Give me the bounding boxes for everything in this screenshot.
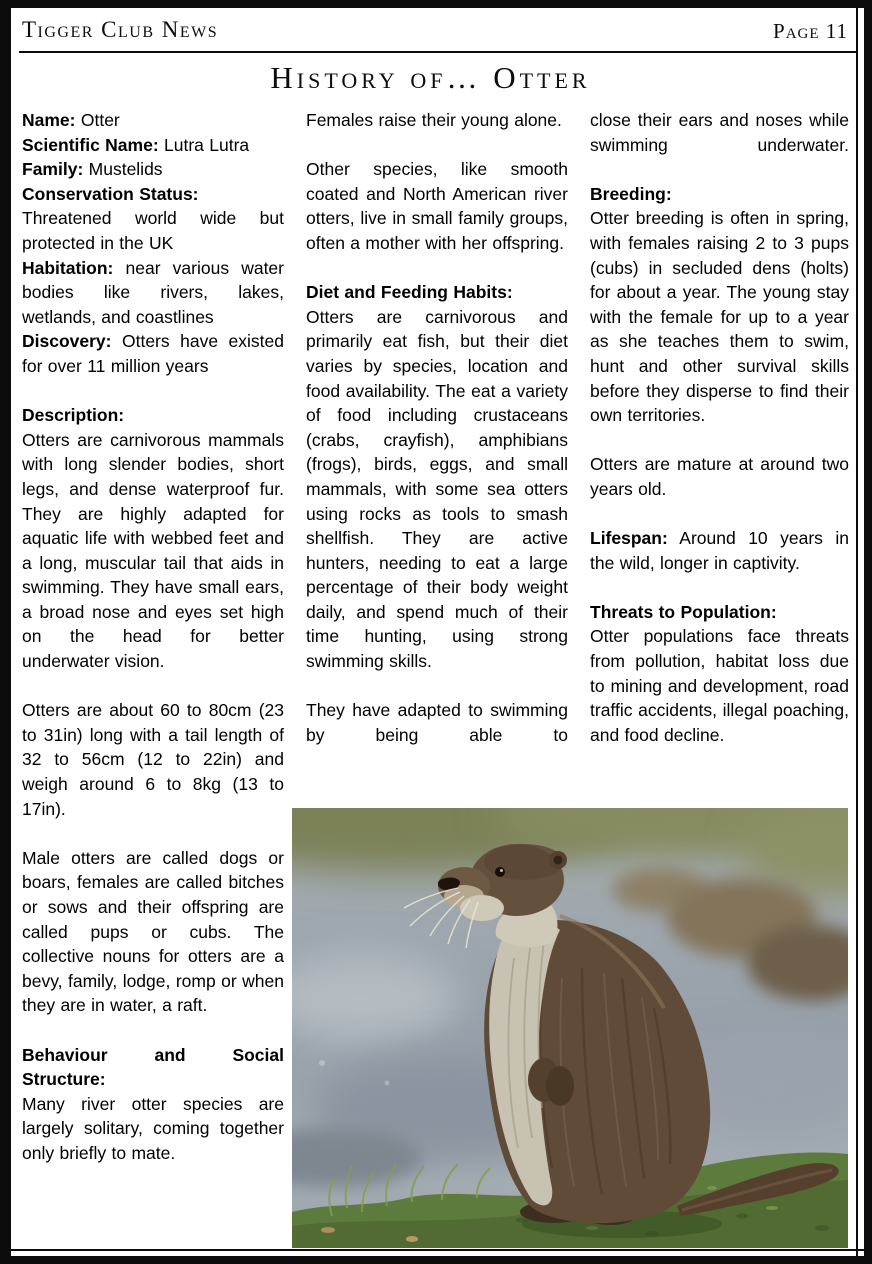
- section-heading: Breeding:: [590, 183, 672, 204]
- paragraph: Otters are carnivorous mammals with long slender bodies, short legs, and dense waterproof fur. They are highly adapted for aquatic life with webbed feet and a long, muscular tail that aids in swimming. They have small ears, a broad nose and eyes set high on the head for better underwater vision.: [22, 429, 284, 672]
- masthead-rule: [19, 51, 856, 53]
- section-heading: Diet and Feeding Habits:: [306, 282, 513, 303]
- paragraph: Threatened world wide but protected in the UK: [22, 208, 284, 253]
- paragraph: Otters are carnivorous and primarily eat fish, but their diet varies by species, location and food availability. The eat a variety of food including crustaceans (crabs, crayfish), amphibians (frogs), birds, eggs, and small mammals, with some sea otters using rocks as tools to smash shellfish. They are active hunters, needing to eat a large percentage of their body weight daily, and spend much of their time hunting, using strong swimming skills.: [306, 306, 568, 672]
- otter-photo-illustration: [292, 808, 848, 1248]
- otter-eye: [495, 867, 505, 877]
- paragraph: Other species, like smooth coated and North American river otters, live in small family groups, often a mother with her offspring.: [306, 159, 568, 253]
- paragraph: Otter populations face threats from pollution, habitat loss due to mining and development, road traffic accidents, illegal poaching, and food decline.: [590, 626, 849, 745]
- paragraph: Discovery: Otters have existed for over 11 million years: [22, 331, 284, 376]
- section-heading: Conservation Status:: [22, 183, 199, 204]
- paragraph: Many river otter species are largely solitary, coming together only briefly to mate.: [22, 1093, 284, 1163]
- article-title: History of… Otter: [270, 60, 591, 95]
- section-heading: Description:: [22, 405, 125, 426]
- paragraph: They have adapted to swimming by being able to: [306, 700, 568, 745]
- paragraph: Habitation: near various water bodies like rivers, lakes, wetlands, and coastlines: [22, 257, 284, 327]
- newsletter-title: Tigger Club News: [22, 17, 219, 42]
- section-heading: Behaviour and Social Structure:: [22, 1044, 284, 1090]
- paragraph: Lifespan: Around 10 years in the wild, longer in captivity.: [590, 528, 849, 573]
- inner-border-bottom: [11, 1249, 864, 1251]
- paragraph: close their ears and noses while swimming underwater.: [590, 110, 849, 155]
- paragraph: Scientific Name: Lutra Lutra: [22, 134, 250, 155]
- section-heading: Threats to Population:: [590, 601, 777, 622]
- text-column-2: [306, 108, 568, 806]
- paragraph: Male otters are called dogs or boars, females are called bitches or sows and their offspring are called pups or cubs. The collective nouns for otters are a bevy, family, lodge, romp or when they are in water, a raft.: [22, 847, 284, 1016]
- text-column-3: [590, 108, 849, 806]
- text-column-1: [22, 108, 284, 1249]
- otter-photo: [292, 808, 848, 1248]
- paragraph: Otter breeding is often in spring, with females raising 2 to 3 pups (cubs) in secluded dens (holts) for about a year. The young stay with the female for up to a year as she teaches them to swim, hunt and other survival skills before they disperse to find their own territories.: [590, 208, 849, 426]
- page-number: Page 11: [773, 19, 848, 43]
- paragraph: Family: Mustelids: [22, 159, 163, 180]
- paragraph: Females raise their young alone.: [306, 110, 562, 130]
- paragraph: Otters are about 60 to 80cm (23 to 31in) long with a tail length of 32 to 56cm (12 to 22in) and weigh around 6 to 8kg (13 to 17in).: [22, 700, 284, 819]
- inner-border-right: [856, 8, 858, 1256]
- paragraph: Name: Otter: [22, 110, 120, 130]
- paragraph: Otters are mature at around two years old.: [590, 454, 849, 499]
